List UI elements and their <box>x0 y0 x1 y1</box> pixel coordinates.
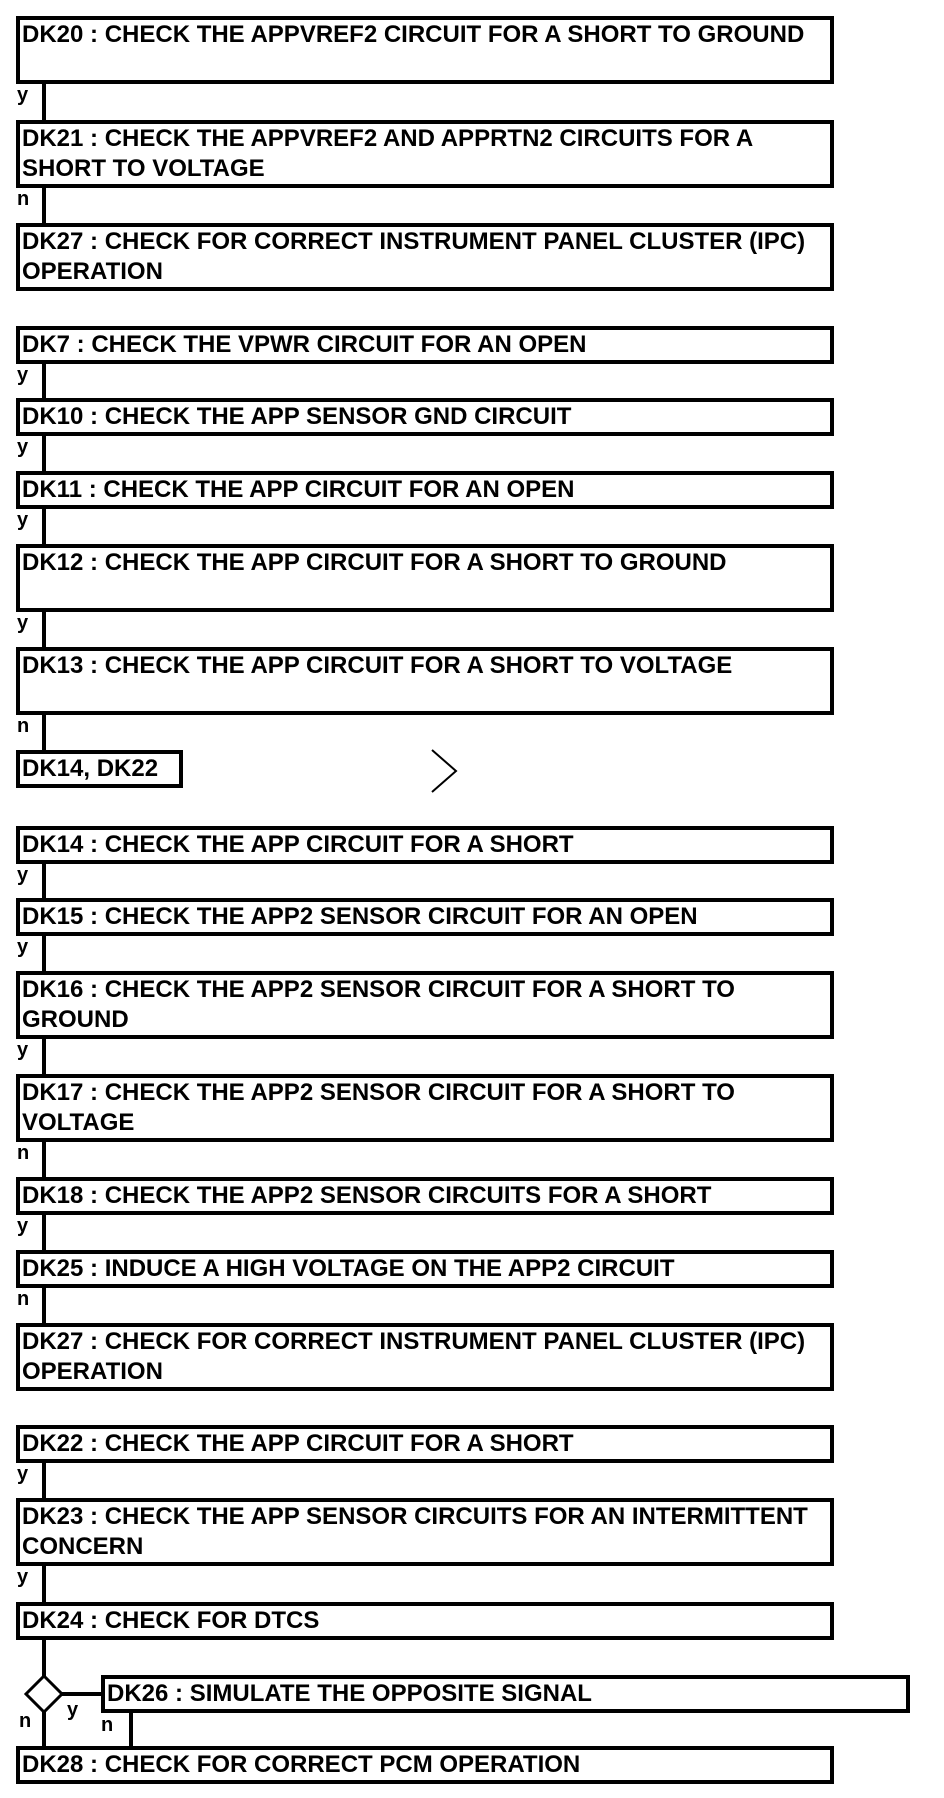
step-dk27: DK27 : CHECK FOR CORRECT INSTRUMENT PANEL CLUSTER (IPC) OPERATION <box>16 223 834 291</box>
step-dk12: DK12 : CHECK THE APP CIRCUIT FOR A SHORT TO GROUND <box>16 544 834 612</box>
chevron-right-icon <box>432 750 456 792</box>
branch-label-y: y <box>17 1463 29 1485</box>
step-dk13: DK13 : CHECK THE APP CIRCUIT FOR A SHORT TO VOLTAGE <box>16 647 834 715</box>
branch-label-n: n <box>17 1142 30 1164</box>
step-dk18: DK18 : CHECK THE APP2 SENSOR CIRCUITS FOR A SHORT <box>16 1177 834 1215</box>
step-dk20: DK20 : CHECK THE APPVREF2 CIRCUIT FOR A SHORT TO GROUND <box>16 16 834 84</box>
step-dk25: DK25 : INDUCE A HIGH VOLTAGE ON THE APP2 CIRCUIT <box>16 1250 834 1288</box>
step-dk7: DK7 : CHECK THE VPWR CIRCUIT FOR AN OPEN <box>16 326 834 364</box>
branch-label-y: y <box>67 1699 79 1721</box>
branch-label-y: y <box>17 1039 29 1061</box>
branch-label-n: n <box>17 1288 30 1310</box>
step-dk15: DK15 : CHECK THE APP2 SENSOR CIRCUIT FOR AN OPEN <box>16 898 834 936</box>
branch-label-y: y <box>17 509 29 531</box>
step-dk22: DK22 : CHECK THE APP CIRCUIT FOR A SHORT <box>16 1425 834 1463</box>
step-dk11: DK11 : CHECK THE APP CIRCUIT FOR AN OPEN <box>16 471 834 509</box>
branch-label-y: y <box>17 364 29 386</box>
step-dk10: DK10 : CHECK THE APP SENSOR GND CIRCUIT <box>16 398 834 436</box>
step-dk26: DK26 : SIMULATE THE OPPOSITE SIGNAL <box>101 1675 910 1713</box>
step-dk14: DK14 : CHECK THE APP CIRCUIT FOR A SHORT <box>16 826 834 864</box>
branch-label-y: y <box>17 1215 29 1237</box>
branch-label-y: y <box>17 436 29 458</box>
decision-diamond <box>26 1676 62 1712</box>
step-dk27: DK27 : CHECK FOR CORRECT INSTRUMENT PANEL CLUSTER (IPC) OPERATION <box>16 1323 834 1391</box>
branch-label-y: y <box>17 84 29 106</box>
branch-label-y: y <box>17 936 29 958</box>
branch-label-y: y <box>17 612 29 634</box>
branch-label-n: n <box>101 1714 114 1736</box>
branch-label-n: n <box>17 715 30 737</box>
step-dk21: DK21 : CHECK THE APPVREF2 AND APPRTN2 CIRCUITS FOR A SHORT TO VOLTAGE <box>16 120 834 188</box>
step-dk16: DK16 : CHECK THE APP2 SENSOR CIRCUIT FOR A SHORT TO GROUND <box>16 971 834 1039</box>
step-dk28: DK28 : CHECK FOR CORRECT PCM OPERATION <box>16 1746 834 1784</box>
branch-label-n: n <box>17 188 30 210</box>
branch-label-y: y <box>17 1566 29 1588</box>
branch-label-n: n <box>19 1710 32 1732</box>
step-dk17: DK17 : CHECK THE APP2 SENSOR CIRCUIT FOR A SHORT TO VOLTAGE <box>16 1074 834 1142</box>
branch-label-y: y <box>17 864 29 886</box>
step-ref-dk14-dk22: DK14, DK22 <box>16 750 183 788</box>
step-dk24: DK24 : CHECK FOR DTCS <box>16 1602 834 1640</box>
step-dk23: DK23 : CHECK THE APP SENSOR CIRCUITS FOR AN INTERMITTENT CONCERN <box>16 1498 834 1566</box>
